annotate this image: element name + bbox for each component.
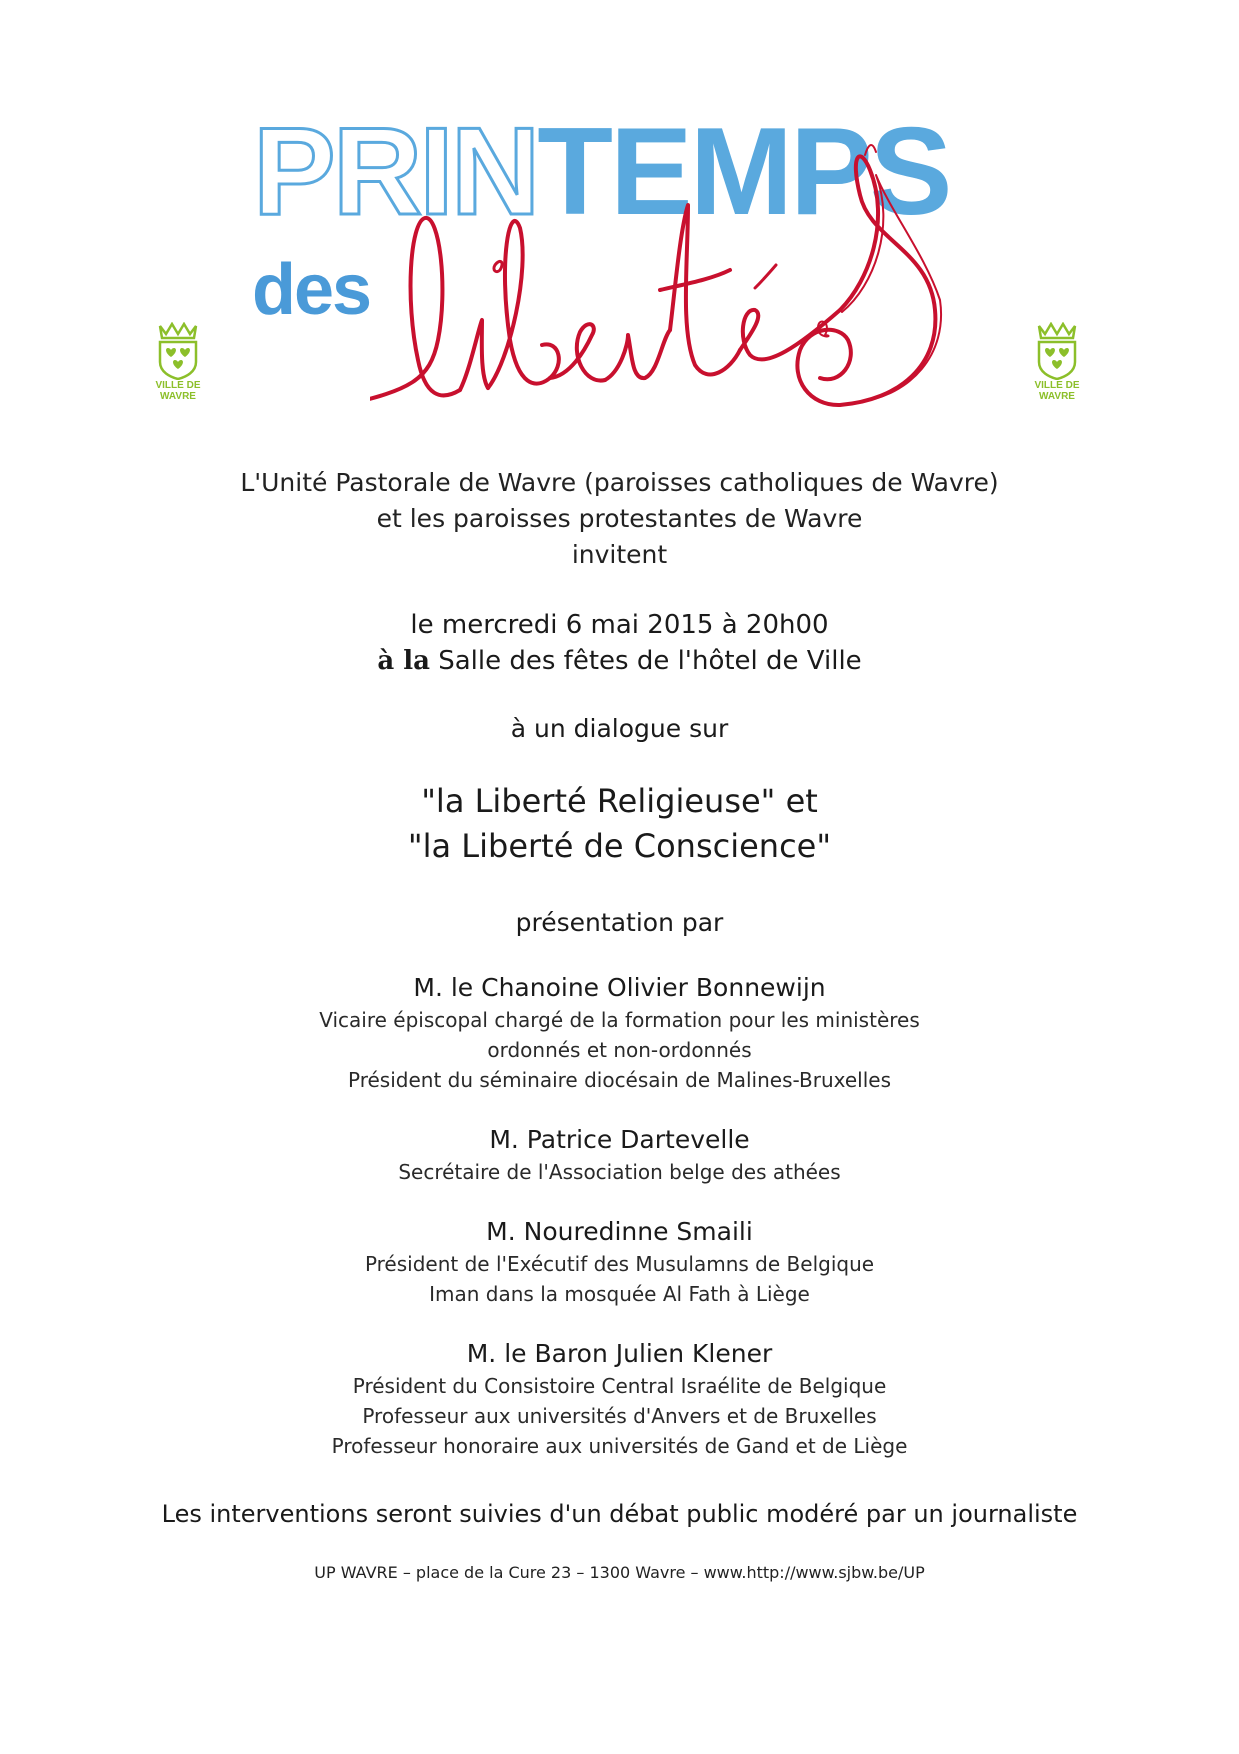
host-line: et les paroisses protestantes de Wavre xyxy=(376,504,863,533)
speaker-entry xyxy=(0,971,1239,1095)
date-venue-block xyxy=(0,607,1239,679)
speaker-list xyxy=(0,971,1239,1461)
crest-caption-line2: WAVRE xyxy=(1039,391,1075,402)
speaker-name: M. Nouredinne Smaili xyxy=(486,1217,753,1246)
dialogue-intro: à un dialogue sur xyxy=(510,714,729,743)
speaker-role: ordonnés et non-ordonnés xyxy=(487,1038,752,1062)
topic-line: "la Liberté de Conscience" xyxy=(407,827,832,865)
speaker-name: M. le Chanoine Olivier Bonnewijn xyxy=(413,973,826,1002)
crest-icon xyxy=(156,322,200,380)
invitation-body xyxy=(0,465,1239,1585)
event-header xyxy=(0,0,1239,450)
speaker-role: Président du Consistoire Central Israélite de Belgique xyxy=(352,1374,887,1398)
logo-word-prin: PRIN xyxy=(253,103,538,241)
event-date: le mercredi 6 mai 2015 à 20h00 xyxy=(410,610,829,640)
logo-word-des: des xyxy=(252,250,371,330)
crest-icon xyxy=(1035,322,1079,380)
speaker-entry xyxy=(0,1337,1239,1461)
event-venue xyxy=(0,643,1239,679)
topic-line: "la Liberté Religieuse" et xyxy=(421,782,818,820)
city-crest-left xyxy=(148,322,208,422)
venue-name: Salle des fêtes de l'hôtel de Ville xyxy=(429,646,862,676)
logo-word-temps: TEMPS xyxy=(537,103,950,241)
crest-caption-line1: VILLE DE xyxy=(155,380,201,391)
speaker-role: Président de l'Exécutif des Musulamns de Belgique xyxy=(364,1252,875,1276)
crest-caption-line2: WAVRE xyxy=(160,391,196,402)
speaker-role: Secrétaire de l'Association belge des athées xyxy=(398,1160,841,1184)
speaker-role: Professeur honoraire aux universités de Gand et de Liège xyxy=(331,1434,908,1458)
speaker-role: Professeur aux universités d'Anvers et de Bruxelles xyxy=(362,1404,877,1428)
host-block xyxy=(0,465,1239,573)
speaker-name: M. Patrice Dartevelle xyxy=(489,1125,750,1154)
host-line: invitent xyxy=(571,540,668,569)
speaker-entry xyxy=(0,1215,1239,1309)
closing-note: Les interventions seront suivies d'un débat public modéré par un journaliste xyxy=(161,1500,1078,1528)
speaker-role: Vicaire épiscopal chargé de la formation pour les ministères xyxy=(319,1008,920,1032)
speaker-name: M. le Baron Julien Klener xyxy=(466,1339,773,1368)
speaker-entry xyxy=(0,1123,1239,1187)
host-line: L'Unité Pastorale de Wavre (paroisses catholiques de Wavre) xyxy=(240,468,999,497)
speaker-role: Iman dans la mosquée Al Fath à Liège xyxy=(429,1282,810,1306)
topic-block xyxy=(0,779,1239,869)
crest-caption-line1: VILLE DE xyxy=(1034,380,1080,391)
footer-address: UP WAVRE – place de la Cure 23 – 1300 Wavre – www.http://www.sjbw.be/UP xyxy=(314,1563,925,1582)
libertes-script-logo xyxy=(370,140,990,450)
city-crest-right xyxy=(1027,322,1087,422)
speaker-role: Président du séminaire diocésain de Malines-Bruxelles xyxy=(348,1068,891,1092)
presentation-label: présentation par xyxy=(515,908,724,937)
venue-prefix: à la xyxy=(377,646,430,676)
